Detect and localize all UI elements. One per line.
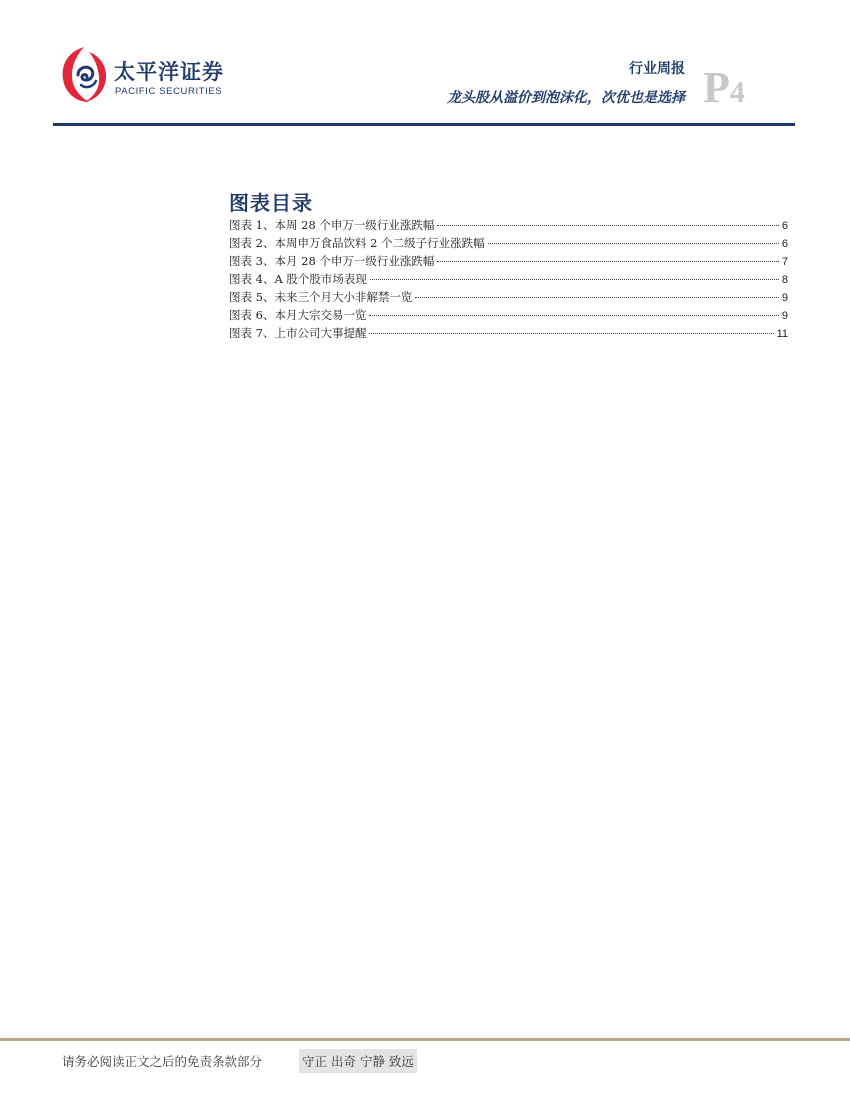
header-divider xyxy=(53,123,795,126)
company-logo xyxy=(58,44,238,110)
toc-leader-dots xyxy=(437,225,778,226)
toc-leader-dots xyxy=(415,297,778,298)
logo-name-en: PACIFIC SECURITIES xyxy=(115,86,223,97)
toc-entry-page: 7 xyxy=(781,256,788,268)
logo-name-cn: 太平洋证券 xyxy=(114,60,224,84)
toc-leader-dots xyxy=(369,333,773,334)
toc-entry[interactable] xyxy=(229,288,788,306)
toc-entry-title: 图表 6、本月大宗交易一览 xyxy=(229,308,367,322)
report-title: 龙头股从溢价到泡沫化，次优也是选择 xyxy=(447,90,685,106)
toc-leader-dots xyxy=(369,315,778,316)
page-marker xyxy=(703,62,745,113)
toc-entry-title: 图表 2、本周申万食品饮料 2 个二级子行业涨跌幅 xyxy=(229,236,485,250)
toc-entry[interactable] xyxy=(229,234,788,252)
toc-entry[interactable] xyxy=(229,216,788,234)
toc-entry[interactable] xyxy=(229,270,788,288)
footer-divider xyxy=(0,1038,850,1041)
toc-leader-dots xyxy=(370,279,779,280)
toc-entry-title: 图表 5、未来三个月大小非解禁一览 xyxy=(229,290,413,304)
toc-entry-page: 11 xyxy=(776,328,788,340)
toc-entry-title: 图表 4、A 股个股市场表现 xyxy=(229,272,367,286)
toc-entry[interactable] xyxy=(229,252,788,270)
toc-entry-title: 图表 1、本周 28 个申万一级行业涨跌幅 xyxy=(229,218,435,232)
toc-leader-dots xyxy=(488,243,779,244)
page-number: 4 xyxy=(729,76,745,109)
toc-entry-page: 6 xyxy=(781,238,788,250)
footer-motto: 守正 出奇 宁静 致远 xyxy=(299,1049,417,1073)
toc-list xyxy=(229,216,788,342)
toc-entry-page: 8 xyxy=(781,274,788,286)
footer-disclaimer: 请务必阅读正文之后的免责条款部分 xyxy=(62,1054,263,1069)
toc-entry-page: 9 xyxy=(781,310,788,322)
toc-entry-title: 图表 3、本月 28 个申万一级行业涨跌幅 xyxy=(229,254,435,268)
toc-heading: 图表目录 xyxy=(229,190,313,215)
page-letter: P xyxy=(703,63,730,112)
toc-entry-page: 6 xyxy=(781,220,788,232)
toc-leader-dots xyxy=(437,261,778,262)
toc-entry-page: 9 xyxy=(781,292,788,304)
toc-entry[interactable] xyxy=(229,306,788,324)
report-type: 行业周报 xyxy=(629,61,685,77)
toc-entry-title: 图表 7、上市公司大事提醒 xyxy=(229,326,367,340)
toc-entry[interactable] xyxy=(229,324,788,342)
pacific-securities-logo-icon xyxy=(58,44,110,106)
